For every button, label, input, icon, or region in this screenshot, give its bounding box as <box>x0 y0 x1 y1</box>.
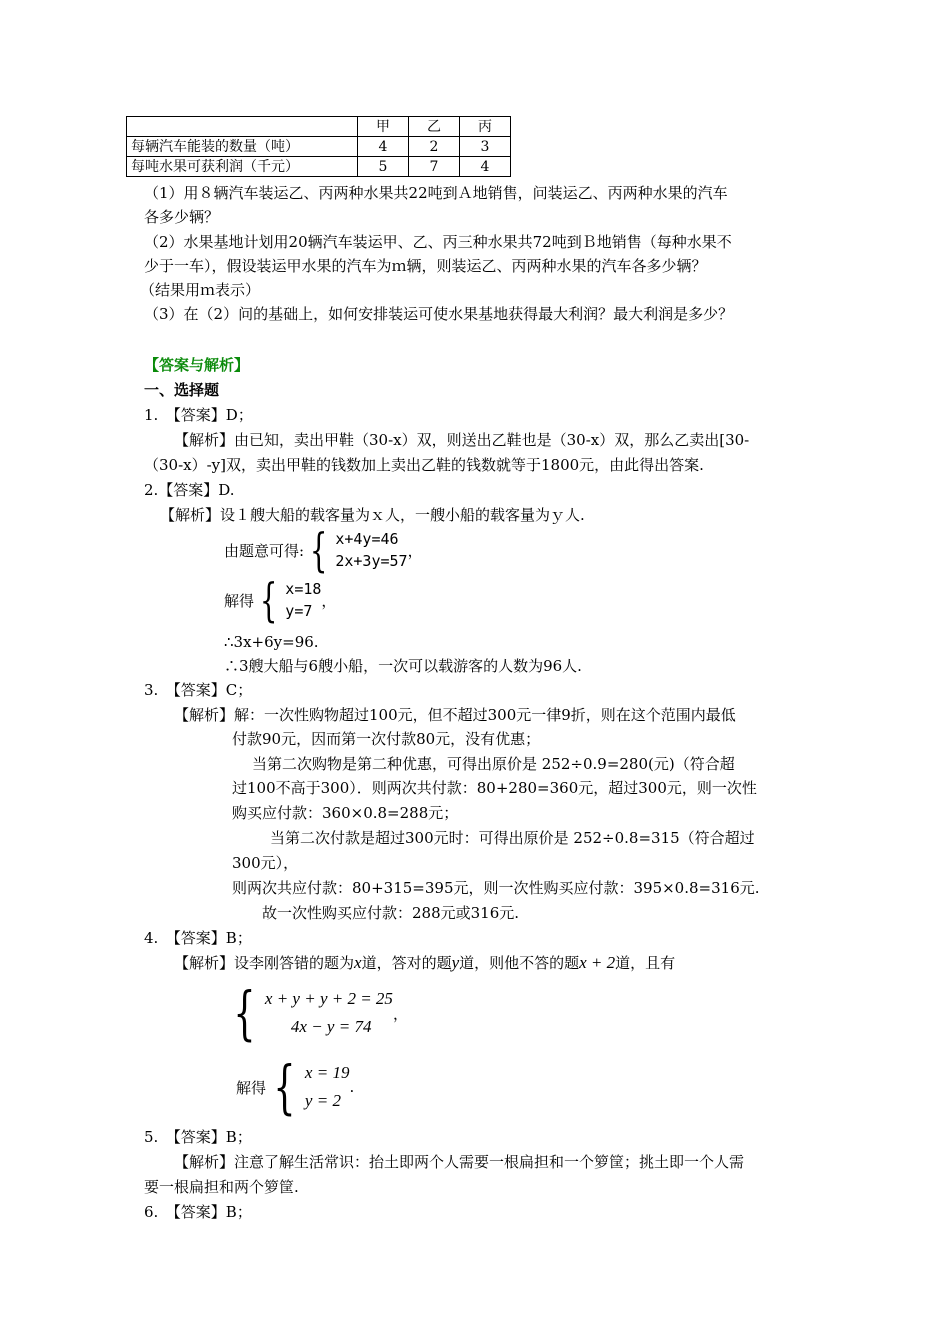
analysis-3-line-9: 故一次性购买应付款：288元或316元. <box>262 904 520 922</box>
table-header-cell <box>127 117 358 137</box>
system-prefix: 解得 <box>236 1078 267 1097</box>
analysis-3-line-6: 当第二次付款是超过300元时：可得出原价是 252÷0.8=315（符合超过 <box>270 829 755 847</box>
analysis-2-line-1: 【解析】设１艘大船的载客量为ｘ人，一艘小船的载客量为ｙ人. <box>160 506 585 524</box>
table-header-cell: 乙 <box>409 117 460 137</box>
table-row <box>127 137 511 157</box>
analysis-2-line-3: ∴3x+6y=96. <box>224 633 319 651</box>
equation-system-4 <box>236 1053 355 1121</box>
system-prefix: 由题意可得: <box>224 541 305 560</box>
table-header-row <box>127 117 511 137</box>
table-row-label: 每辆汽车能装的数量（吨） <box>127 137 358 157</box>
system-prefix: 解得 <box>224 591 255 610</box>
equation: x=18 <box>285 580 322 598</box>
question-2-line-2: 少于一车），假设装运甲水果的汽车为ｍ辆，则装运乙、丙两种水果的汽车各多少辆？ <box>144 257 707 275</box>
equation: 2x+3y=57 <box>335 552 408 570</box>
table-cell: 4 <box>358 137 409 157</box>
equation: x + y + y + 2 = 25 <box>264 989 393 1008</box>
analysis-2-line-4: ∴3艘大船与6艘小船，一次可以载游客的人数为96人. <box>224 657 582 675</box>
answer-6: 6. 【答案】B； <box>144 1203 252 1221</box>
equations <box>265 985 393 1041</box>
analysis-4-line-1 <box>174 953 675 973</box>
equation-system-2 <box>224 573 337 627</box>
table-cell: 3 <box>460 137 511 157</box>
answer-3: 3. 【答案】C； <box>144 681 253 699</box>
question-1-line-2: 各多少辆？ <box>144 208 220 226</box>
analysis-3-line-5: 购买应付款：360×0.8=288元； <box>232 804 459 822</box>
table-cell: 2 <box>409 137 460 157</box>
question-1-line-1: （1）用８辆汽车装运乙、丙两种水果共22吨到Ａ地销售，问装运乙、丙两种水果的汽车 <box>144 184 728 202</box>
equation-system-1 <box>224 523 423 577</box>
text-span: 【解析】设李刚答错的题为 <box>174 954 355 972</box>
equation: y=7 <box>285 602 313 620</box>
equation: y = 2 <box>304 1091 341 1110</box>
system-suffix: ， <box>321 591 337 610</box>
text-span: 道，则他不答的题 <box>459 954 580 972</box>
analysis-3-line-4: 过100不高于300）．则两次共付款：80+280=360元，超过300元，则一次性 <box>232 779 757 797</box>
question-3-line-1: （3）在（2）问的基础上，如何安排装运可使水果基地获得最大利润？最大利润是多少？ <box>144 305 734 323</box>
table-cell: 7 <box>409 157 460 177</box>
text-span: 道，且有 <box>615 954 676 972</box>
question-2-line-1: （2）水果基地计划用20辆汽车装运甲、乙、丙三种水果共72吨到Ｂ地销售（每种水果不 <box>144 233 732 251</box>
analysis-1-line-1: 【解析】由已知，卖出甲鞋（30-x）双，则送出乙鞋也是（30-x）双，那么乙卖出[30- <box>174 431 750 449</box>
table-header-cell: 甲 <box>358 117 409 137</box>
equations <box>285 578 321 622</box>
equation-system-3 <box>226 979 408 1047</box>
table-header-cell: 丙 <box>460 117 511 137</box>
table-row <box>127 157 511 177</box>
answer-1: 1. 【答案】D； <box>144 406 253 424</box>
analysis-3-line-3: 当第二次购物是第二种优惠，可得出原价是 252÷0.9=280(元)（符合超 <box>252 755 735 773</box>
left-brace-icon: { <box>309 523 328 577</box>
analysis-5-line-1: 【解析】注意了解生活常识：抬土即两个人需要一根扁担和一个箩筐；挑土即一个人需 <box>174 1153 745 1171</box>
equation: x = 19 <box>304 1063 350 1082</box>
analysis-3-line-1: 【解析】解：一次性购物超过100元，但不超过300元一律9折，则在这个范围内最低 <box>174 706 736 724</box>
table-row-label: 每吨水果可获利润（千元） <box>127 157 358 177</box>
math-expr: x + 2 <box>579 953 616 972</box>
answer-5: 5. 【答案】B； <box>144 1128 252 1146</box>
equations <box>305 1059 350 1115</box>
answer-4: 4. 【答案】B； <box>144 929 252 947</box>
equation: 4x − y = 74 <box>290 1017 372 1036</box>
equations <box>335 528 407 572</box>
table-cell: 5 <box>358 157 409 177</box>
math-var: y <box>451 953 460 972</box>
system-suffix: ， <box>407 541 423 560</box>
analysis-3-line-2: 付款90元，因而第一次付款80元，没有优惠； <box>232 730 541 748</box>
analysis-1-line-2: （30-x）-y]双，卖出甲鞋的钱数加上卖出乙鞋的钱数就等于1800元，由此得出答案. <box>144 456 704 474</box>
table-cell: 4 <box>460 157 511 177</box>
left-brace-icon: { <box>233 979 256 1047</box>
system-suffix: ， <box>392 1004 408 1023</box>
analysis-3-line-7: 300元）， <box>232 854 299 872</box>
left-brace-icon: { <box>259 573 278 627</box>
answers-heading: 【答案与解析】 <box>144 356 250 374</box>
text-span: 道，答对的题 <box>361 954 452 972</box>
analysis-5-line-2: 要一根扁担和两个箩筐. <box>144 1178 299 1196</box>
equation: x+4y=46 <box>335 530 399 548</box>
fruit-table <box>126 116 511 177</box>
system-suffix: . <box>349 1078 355 1096</box>
math-var: x <box>354 953 362 972</box>
left-brace-icon: { <box>273 1053 296 1121</box>
section-heading: 一、选择题 <box>144 381 220 399</box>
analysis-3-line-8: 则两次共应付款：80+315=395元，则一次性购买应付款：395×0.8=316元. <box>232 879 760 897</box>
question-2-line-3: （结果用ｍ表示） <box>140 281 261 299</box>
answer-2: 2.【答案】D. <box>144 481 235 499</box>
